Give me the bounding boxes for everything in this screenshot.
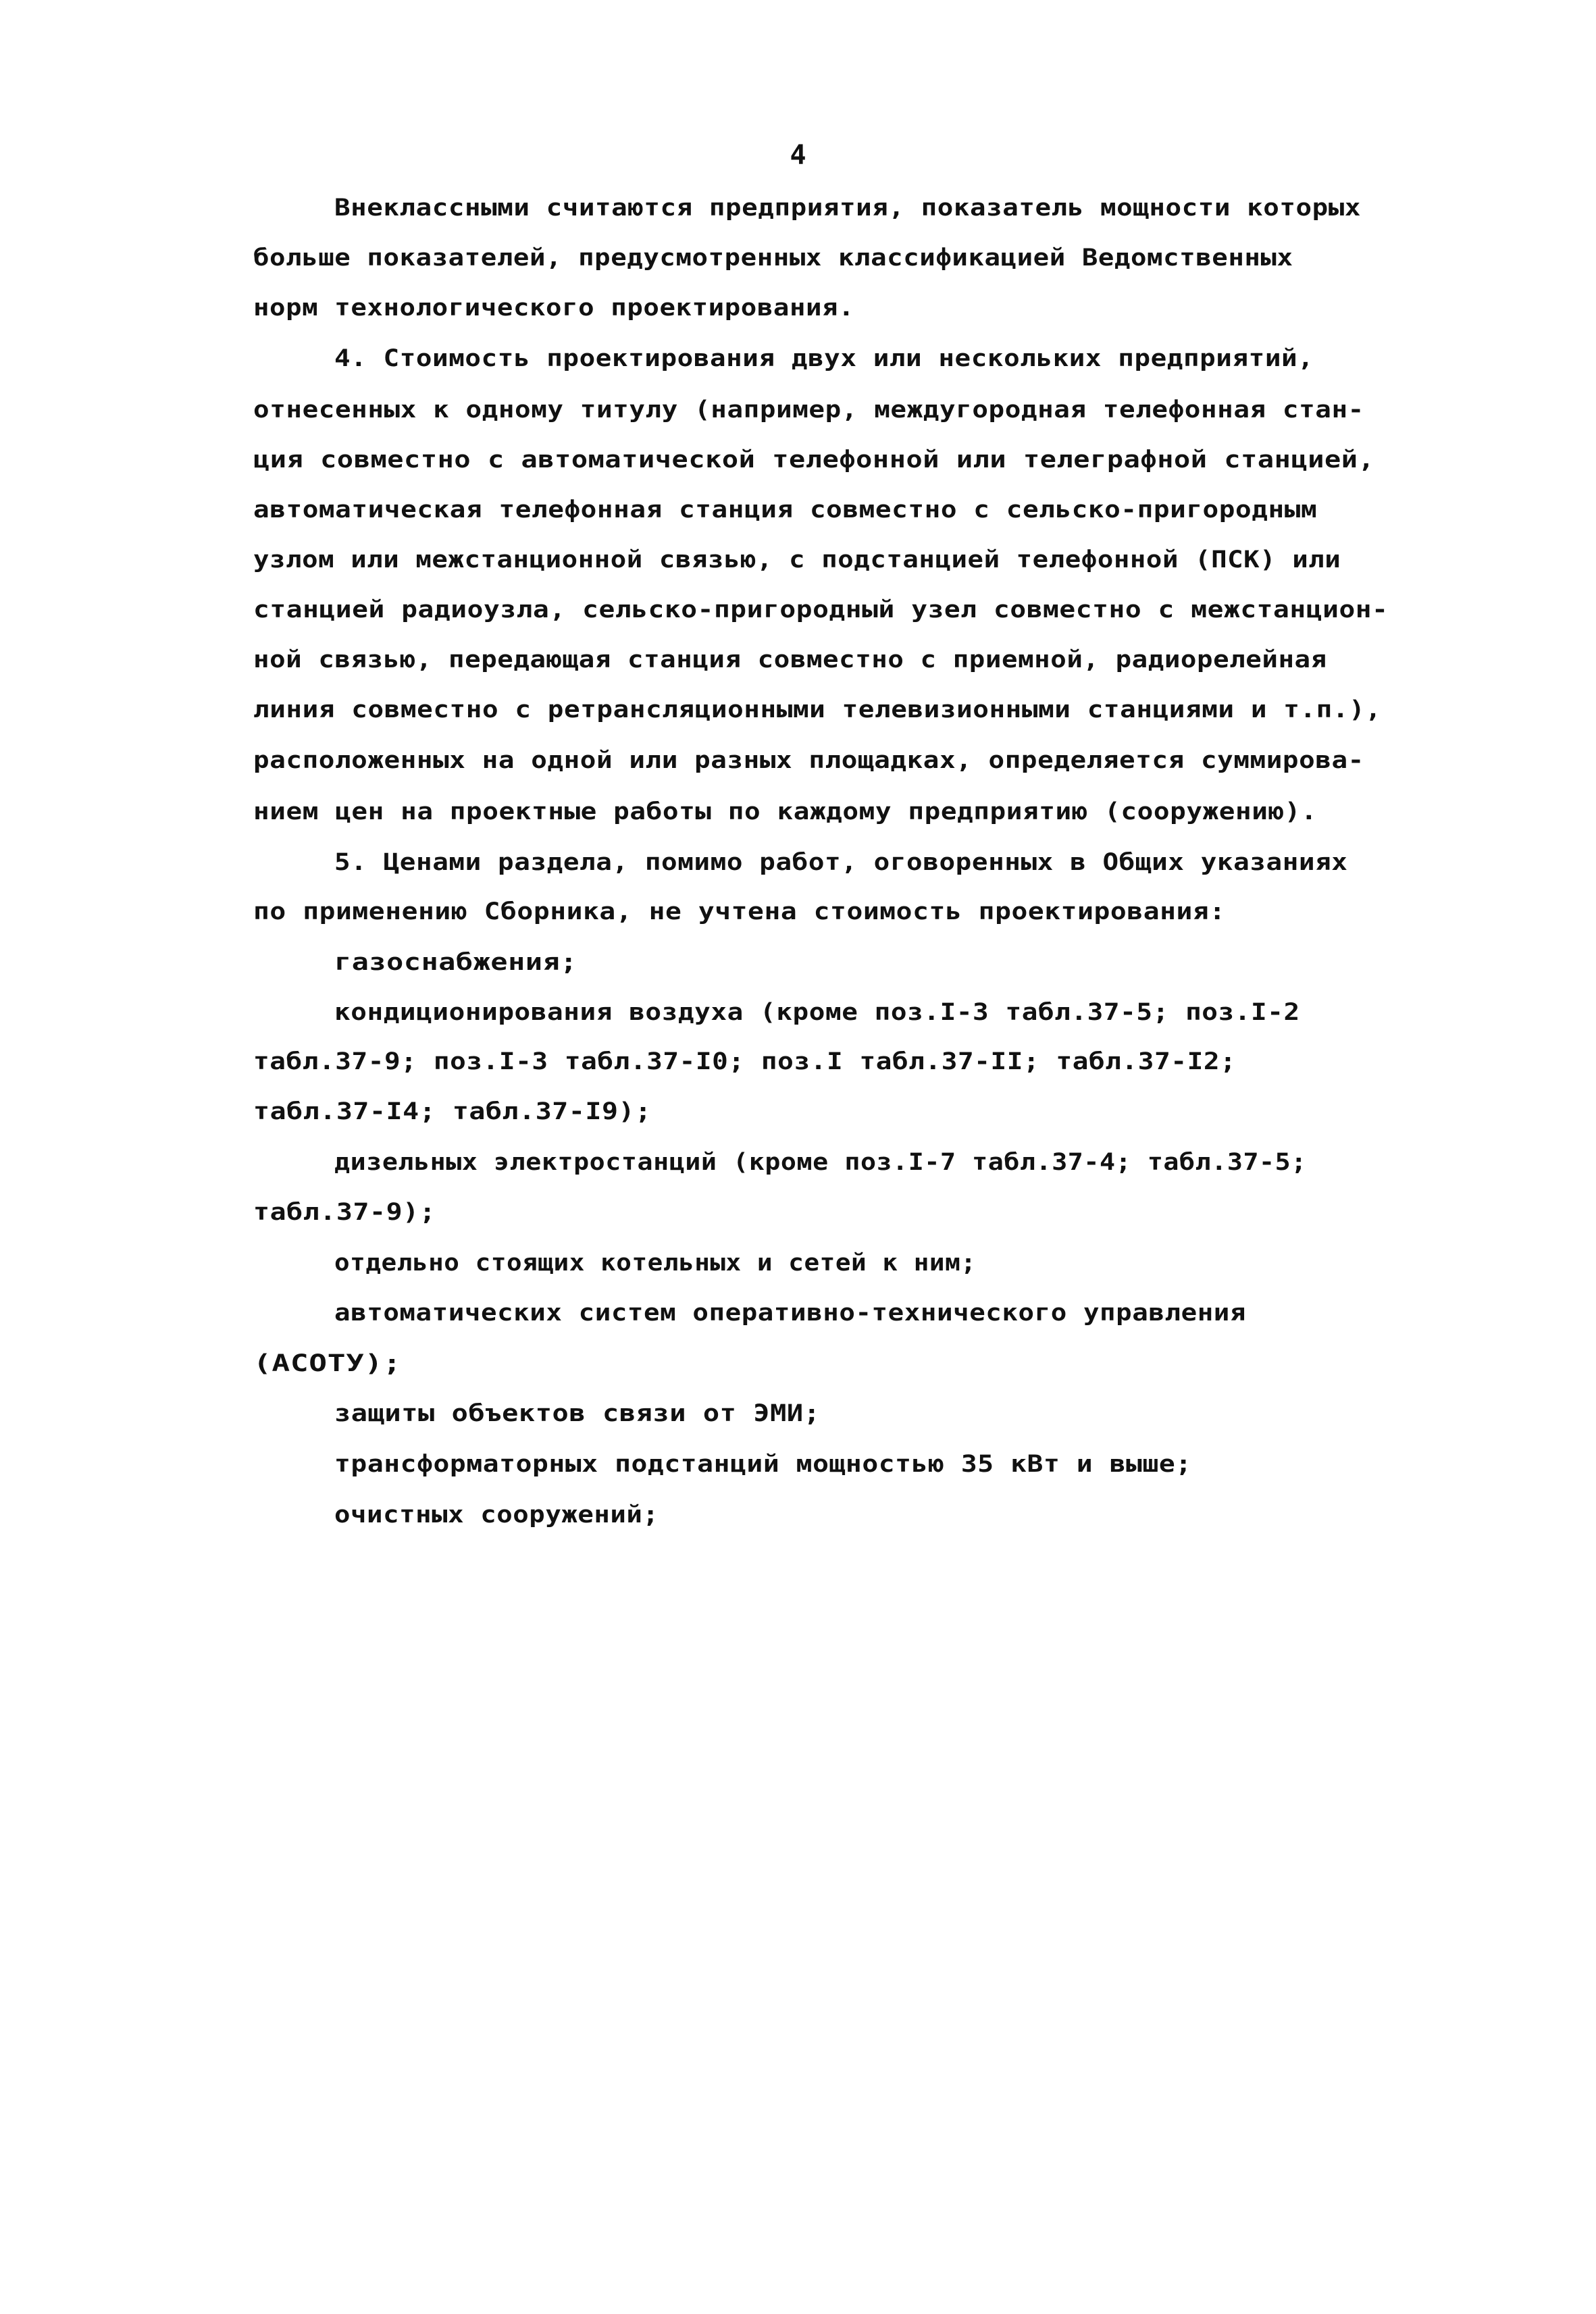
text-line: узлом или межстанционной связью, с подстанцией телефонной (ПСК) или — [253, 546, 1341, 573]
text-line: 5. Ценами раздела, помимо работ, оговоренных в Общих указаниях — [334, 849, 1348, 876]
text-line: отнесенных к одному титулу (например, междугородная телефонная стан- — [253, 396, 1364, 423]
text-line: очистных сооружений; — [334, 1501, 659, 1528]
text-line: 4. Стоимость проектирования двух или нескольких предприятий, — [334, 345, 1314, 372]
page-number: 4 — [790, 140, 806, 171]
text-line: нием цен на проектные работы по каждому предприятию (сооружению). — [253, 798, 1318, 825]
text-line: (АСОТУ); — [253, 1350, 402, 1377]
text-line: ной связью, передающая станция совместно с приемной, радиорелейная — [253, 646, 1327, 673]
text-line: газоснабжения; — [334, 949, 578, 976]
text-line: станцией радиоузла, сельско-пригородный узел совместно с межстанцион- — [253, 596, 1389, 623]
text-line: табл.37-9; поз.I-3 табл.37-I0; поз.I табл.37-II; табл.37-I2; — [253, 1048, 1237, 1075]
text-line: Внеклассными считаются предприятия, показатель мощности которых — [334, 195, 1362, 222]
text-line: больше показателей, предусмотренных классификацией Ведомственных — [253, 245, 1293, 272]
text-line: расположенных на одной или разных площадках, определяется суммирова- — [253, 747, 1364, 774]
text-line: дизельных электростанций (кроме поз.I-7 табл.37-4; табл.37-5; — [334, 1149, 1307, 1176]
text-line: табл.37-9); — [253, 1199, 436, 1226]
text-line: автоматическая телефонная станция совместно с сельско-пригородным — [253, 496, 1318, 523]
text-line: автоматических систем оперативно-технического управления — [334, 1300, 1247, 1327]
text-line: ция совместно с автоматической телефонной или телеграфной станцией, — [253, 446, 1375, 473]
text-line: отдельно стоящих котельных и сетей к ним; — [334, 1250, 977, 1277]
text-line: норм технологического проектирования. — [253, 294, 855, 322]
text-line: трансформаторных подстанций мощностью 35 кВт и выше; — [334, 1451, 1192, 1478]
text-line: кондиционирования воздуха (кроме поз.I-3 табл.37-5; поз.I-2 — [334, 999, 1300, 1026]
text-line: табл.37-I4; табл.37-I9); — [253, 1098, 652, 1125]
text-line: линия совместно с ретрансляционными телевизионными станциями и т.п.), — [253, 696, 1382, 723]
text-line: защиты объектов связи от ЭМИ; — [334, 1400, 821, 1427]
text-line: по применению Сборника, не учтена стоимость проектирования: — [253, 898, 1226, 925]
